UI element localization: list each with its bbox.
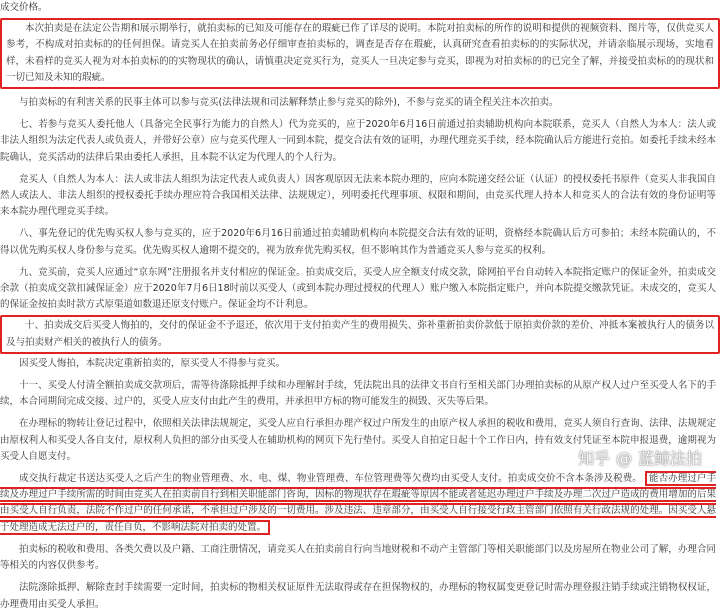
paragraph-proxy-bidding: 七、若参与竞买人委托他人（具备完全民事行为能力的自然人）代为竞买的，应于2020年6月16日前通过拍卖辅助机构向本院联系，竞买人（自然人为本人：法人或非法人组织为法定代表人或负责人，并带好公章）应与竞买代理人一同到本院，提交合法有效的证明，办理代理竞买手续，经本院确认后方能进行竞拍。如委托手续未经本院确认，竞买活动的法律后果由委托人承担，且本院不认定为代理人的个人行为。 [0, 119, 716, 163]
paragraph-default-penalty-text: 十、拍卖成交后买受人悔拍的，交付的保证金不予退还，依次用于支付拍卖产生的费用损失、弥补重新拍卖价款低于原拍卖价款的差价、冲抵本案被执行人的债务以及与拍卖财产相关的被执行人的债务。 [6, 320, 714, 348]
paragraph-interested-parties: 与拍卖标的有利害关系的民事主体可以参与竞买(法律法规和司法解释禁止参与竞买的除外)，不参与竞买的请全程关注本次拍卖。 [19, 97, 559, 109]
boxed-paragraph-disclaimer [0, 18, 720, 89]
paragraph-no-rebid: 因买受人悔拍，本院决定重新拍卖的，原买受人不得参与竞买。 [19, 357, 286, 369]
paragraph-deposit-payment: 九、竞买前，竞买人应通过“京东网”注册报名并支付相应的保证金。拍卖成交后，买受人应全额支付成交款，除网拍平台自动转入本院指定账户的保证金外，拍卖成交余款（拍卖成交款扣减保证金）应于2020年7月6日18时前以买受人（或到本院办理过授权的代理人）账户缴入本院指定账户，并向本院提交缴款凭证。未成交的，竞买人的保证金按拍卖时款方式原渠道如数退还原支付账户。保证金均不计利息。 [0, 266, 716, 311]
paragraph-transfer-risk-text: 能否办理过户手续及办理过户手续所需的时间由竞买人在拍卖前自行到相关职能部门咨询，因标的物现状存在瑕疵等原因不能或者延迟办理过户手续及办理二次过户造成的费用增加的后果由买受人自行负责，法院不作过户的任何承诺，不承担过户涉及的一切费用。涉及违法、违章部分，由买受人自行接受行政主管部门依照有关行政法规的处理。因买受人悬于处理造成无法过户的，责任自负，不影响法院对拍卖的处置。 [0, 473, 716, 533]
watermark-author: 蓝鲸法拍 [637, 449, 702, 468]
paragraph-disclaimer-text: 本次拍卖是在法定公告期和展示期举行，就拍卖标的已知及可能存在的瑕疵已作了详尽的说明。本院对拍卖标的所作的说明和提供的视频资料、图片等，仅供竞买人参考，不构成对拍卖标的的任何担保。请竞买人在拍卖前务必仔细审查拍卖标的，调查是否存在瑕疵，认真研究查看拍卖标的的实际状况，并请亲临展示现场，实地看样，未看样的竞买人视为对本拍卖标的的实物现状的确认，请慎重决定竞买行为，竞买人一旦决定参与竞买，即视为对拍卖标的的已完全了解，并接受拍卖标的的现状和一切已知及未知的瑕疵。 [6, 23, 714, 83]
paragraph-arrears-text: 成交执行裁定书送达买受人之后产生的物业管理费、水、电、煤、物业管理费、车位管理费等欠费均由买受人支付。拍卖成交价不含本条涉及税费。 [19, 473, 642, 485]
paragraph-tax-inquiry: 拍卖标的税收和费用、各类欠费以及户籍、工商注册情况，请竞买人在拍卖前自行向当地财税和不动产主管部门等相关职能部门以及房屋所在物业公司了解，办理合同等相关的内容仅供参考。 [0, 543, 716, 572]
boxed-paragraph-default-penalty [0, 315, 720, 353]
paragraph-priority-purchase: 八、事先登记的优先购买权人参与竞买的，应于2020年6月16日前通过拍卖辅助机构向本院提交合法有效的证明，资格经本院确认后方可参拍；未经本院确认的，不得以优先购买权人身份参与竞买。优先购买权人逾期不提交的，视为放弃优先购买权，但不影响其作为普通竞买人参与竞买的权利。 [0, 228, 716, 256]
paragraph-taxes-fees: 在办理标的物转让登记过程中，依照相关法律法规规定，买受人应自行承担办理产权过户所发生的由原产权人承担的税收和费用，竞买人须自行查询、法律、法规规定由原权利人和买受人各自支付，原权利人负担的部分由买受人在辅助机构的网页下先行垫付。买受人自拍定日起十个工作日内，持有效支付凭证至本院申报退费，逾期视为买受人自愿支付。 [0, 418, 716, 462]
paragraph-remote-authorization: 竞买人（自然人为本人：法人或非法人组织为法定代表人或负责人）因客观原因无法来本院办理的，应向本院递交经公证（认证）的授权委托书原件（竞买人非我国自然人或法人、非法人组织的授权委托手续办理应符合我国相关法律、法规规定），列明委托代理事项、权限和期间，由竞买代理人持本人和竞买人的合法有效的身份证明等来本院办理代理竞买手续。 [0, 173, 716, 218]
zhihu-logo-text: 知乎 [577, 449, 610, 468]
watermark [578, 449, 702, 469]
watermark-at-sign: @ [615, 449, 632, 468]
paragraph-transfer-procedure: 十一、买受人付清全额拍卖成交款项后，需等待涤除抵押手续和办理解封手续，凭法院出具的法律文书自行至相关部门办理拍卖标的从原产权人过户至买受人名下的手续，本合同期间完成交接、过户的，买受人应支付由此产生的费用，并承担甲方标的物可能发生的损毁、灭失等后果。 [0, 380, 716, 408]
paragraph-trailing-price: 成交价格。 [0, 2, 48, 13]
paragraph-arrears [0, 471, 720, 536]
paragraph-mortgage-release: 法院涤除抵押、解除查封手续需要一定时间，拍卖标的物相关权证原件无法取得或存在担保物权的，办理标的物权属变更登记时需办理登报注销手续或注销物权权证，办理费用由买受人承担。 [0, 582, 716, 610]
